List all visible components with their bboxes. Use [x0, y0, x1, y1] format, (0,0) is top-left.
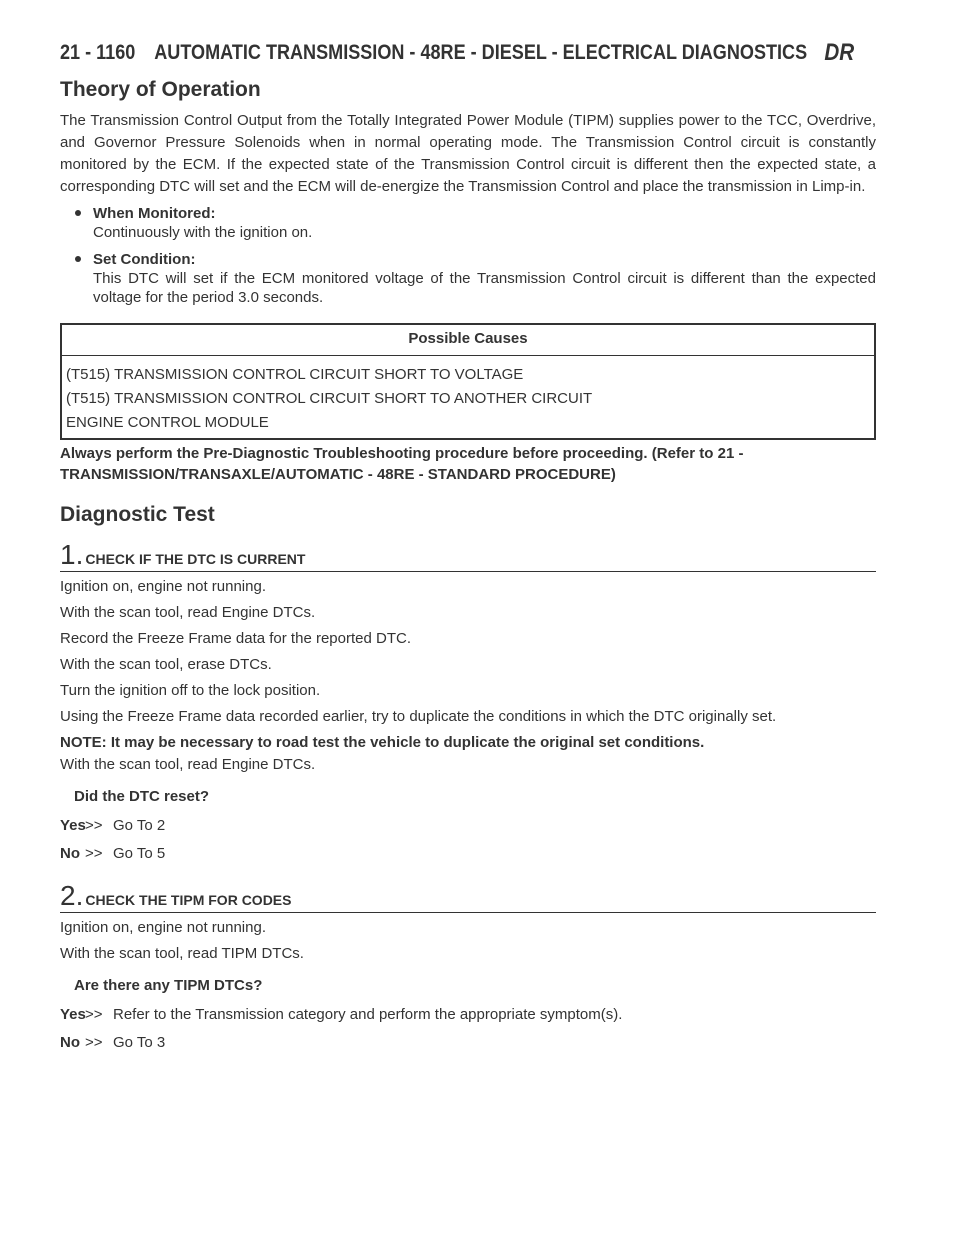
- table-body: [62, 356, 874, 438]
- step-line: With the scan tool, erase DTCs.: [60, 656, 272, 673]
- step-line: Record the Freeze Frame data for the reported DTC.: [60, 630, 411, 647]
- step-lines: [60, 917, 876, 965]
- answer-no: [60, 844, 876, 864]
- step-question: Are there any TIPM DTCs?: [74, 977, 263, 994]
- page-content: [60, 78, 876, 1053]
- table-caption: Possible Causes: [62, 325, 874, 356]
- arrow-icon: >>: [85, 845, 103, 862]
- step-line: With the scan tool, read Engine DTCs.: [60, 756, 316, 773]
- list-item: [60, 204, 876, 242]
- step-line: Turn the ignition off to the lock position.: [60, 682, 321, 699]
- page-header: [60, 38, 855, 68]
- table-row: ENGINE CONTROL MODULE: [66, 414, 269, 431]
- answer-label: Yes: [60, 817, 86, 834]
- answer-text: Go To 5: [113, 845, 166, 862]
- bullet-term: Set Condition:: [93, 251, 196, 268]
- list-item: [60, 250, 876, 307]
- step-note: NOTE: It may be necessary to road test the vehicle to duplicate the original set conditions.: [60, 734, 705, 751]
- step-title: [60, 541, 876, 572]
- section-title: AUTOMATIC TRANSMISSION - 48RE - DIESEL - ELECTRICAL DIAGNOSTICS: [154, 41, 808, 64]
- pre-diagnostic-note: Always perform the Pre-Diagnostic Troubleshooting procedure before proceeding. (Refer to 21 - TRANSMISSION/TRANSAXLE/AUTOMATIC - 48RE - STANDARD PROCEDURE): [60, 445, 744, 483]
- theory-body: The Transmission Control Output from the Totally Integrated Power Module (TIPM) supplies power to the TCC, Overdrive, and Governor Pressure Solenoids when in normal operating mode. The Transmission Control circuit is constantly monitored by the ECM. If the expected state of the Transmission Control circuit is different then the expected state, a corresponding DTC will set and the ECM will de-energize the Transmission Control and place the transmission in Limp-in.: [60, 112, 876, 195]
- bullet-term: When Monitored:: [93, 205, 216, 222]
- step-number: 2.: [60, 880, 84, 911]
- step-line: Ignition on, engine not running.: [60, 578, 266, 595]
- table-row: (T515) TRANSMISSION CONTROL CIRCUIT SHORT TO VOLTAGE: [66, 366, 524, 383]
- theory-heading: Theory of Operation: [60, 78, 261, 101]
- arrow-icon: >>: [85, 1034, 103, 1051]
- bullet-icon: [75, 210, 81, 216]
- step-title: [60, 882, 876, 913]
- step-number: 1.: [60, 539, 84, 570]
- model-code: DR: [824, 39, 855, 66]
- answer-text: Go To 3: [113, 1034, 166, 1051]
- answer-label: No: [60, 1034, 80, 1051]
- answer-text: Refer to the Transmission category and perform the appropriate symptom(s).: [113, 1006, 623, 1023]
- table-row: (T515) TRANSMISSION CONTROL CIRCUIT SHORT TO ANOTHER CIRCUIT: [66, 390, 593, 407]
- answer-no: [60, 1033, 876, 1053]
- page-number: 21 - 1160: [60, 41, 136, 64]
- answer-label: No: [60, 845, 80, 862]
- step-line: With the scan tool, read TIPM DTCs.: [60, 945, 304, 962]
- bullet-text: This DTC will set if the ECM monitored voltage of the Transmission Control circuit is different than the expected voltage for the period 3.0 seconds.: [93, 270, 876, 306]
- possible-causes-table: [60, 323, 876, 440]
- step-heading: CHECK THE TIPM FOR CODES: [85, 892, 292, 908]
- step-1: [60, 541, 876, 864]
- step-line: With the scan tool, read Engine DTCs.: [60, 604, 316, 621]
- step-lines: [60, 576, 876, 776]
- answer-label: Yes: [60, 1006, 86, 1023]
- monitor-list: [60, 204, 876, 307]
- step-question: Did the DTC reset?: [74, 788, 210, 805]
- diagnostic-heading: Diagnostic Test: [60, 503, 215, 526]
- bullet-icon: [75, 256, 81, 262]
- step-line: Ignition on, engine not running.: [60, 919, 266, 936]
- answer-yes: [60, 1005, 876, 1025]
- answer-text: Go To 2: [113, 817, 166, 834]
- arrow-icon: >>: [85, 817, 103, 834]
- step-line: Using the Freeze Frame data recorded earlier, try to duplicate the conditions in which the DTC originally set.: [60, 708, 777, 725]
- step-heading: CHECK IF THE DTC IS CURRENT: [85, 551, 306, 567]
- step-2: [60, 882, 876, 1053]
- arrow-icon: >>: [85, 1006, 103, 1023]
- answer-yes: [60, 816, 876, 836]
- bullet-text: Continuously with the ignition on.: [93, 224, 313, 241]
